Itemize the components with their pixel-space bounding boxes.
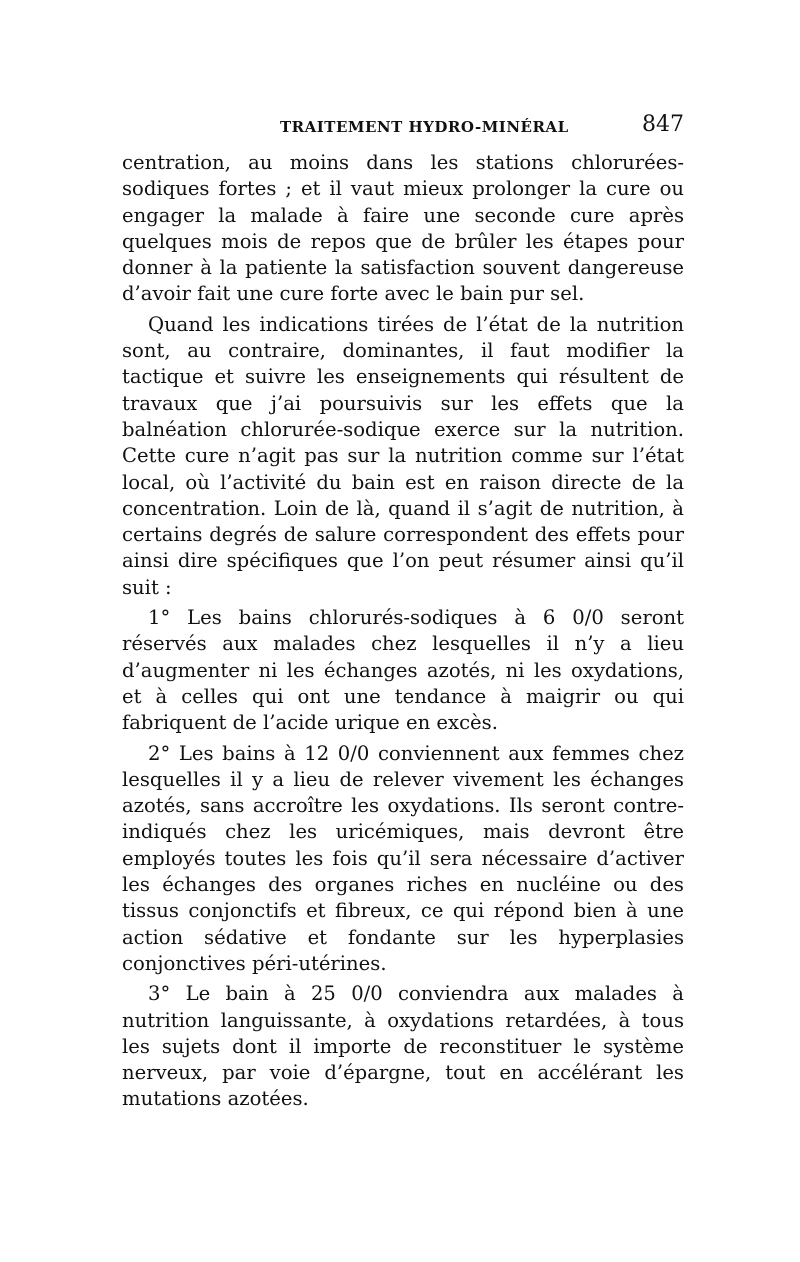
page-number: 847 [642,112,684,137]
body-text [122,150,684,1117]
running-head-title: TRAITEMENT HYDRO-MINÉRAL [280,118,569,136]
paragraph-continuation: centration, au moins dans les stations chlorurées-sodiques fortes ; et il vaut mieux prolonger la cure ou engager la malade à faire une seconde cure après quelques mois de repos que de brûler les étapes pour donner à la patiente la satisfaction souvent dangereuse d’avoir fait une cure forte avec le bain pur sel. [122,151,684,306]
paragraph-bath-6-percent: 1° Les bains chlorurés-sodiques à 6 0/0 seront réservés aux malades chez lesquelles il n’y a lieu d’augmenter ni les échanges azotés, ni les oxydations, et à celles qui ont une tendance à maigrir ou qui fabriquent de l’acide urique en excès. [122,606,684,735]
paragraph-bath-25-percent: 3° Le bain à 25 0/0 conviendra aux malades à nutrition languissante, à oxydations retardées, à tous les sujets dont il importe de reconstituer le système nerveux, par voie d’épargne, tout en accélérant les mutations azotées. [122,982,684,1111]
paragraph-nutrition-indications: Quand les indications tirées de l’état de la nutrition sont, au contraire, dominantes, il faut modifier la tactique et suivre les enseignements qui résultent de travaux que j’ai poursuivis sur les effets que la balnéation chlorurée-sodique exerce sur la nutrition. Cette cure n’agit pas sur la nutrition comme sur l’état local, où l’activité du bain est en raison directe de la concentration. Loin de là, quand il s’agit de nutrition, à certains degrés de salure correspondent des effets pour ainsi dire spécifiques que l’on peut résumer ainsi qu’il suit : [122,312,684,599]
paragraph-bath-12-percent: 2° Les bains à 12 0/0 conviennent aux femmes chez lesquelles il y a lieu de relever vivement les échanges azotés, sans accroître les oxydations. Ils seront contre-indiqués chez les uricémiques, mais devront être employés toutes les fois qu’il sera nécessaire d’activer les échanges des organes riches en nucléine ou des tissus conjonctifs et fibreux, ce qui répond bien à une action sédative et fondante sur les hyperplasies conjonctives péri-utérines. [122,741,684,975]
running-head [118,112,684,142]
